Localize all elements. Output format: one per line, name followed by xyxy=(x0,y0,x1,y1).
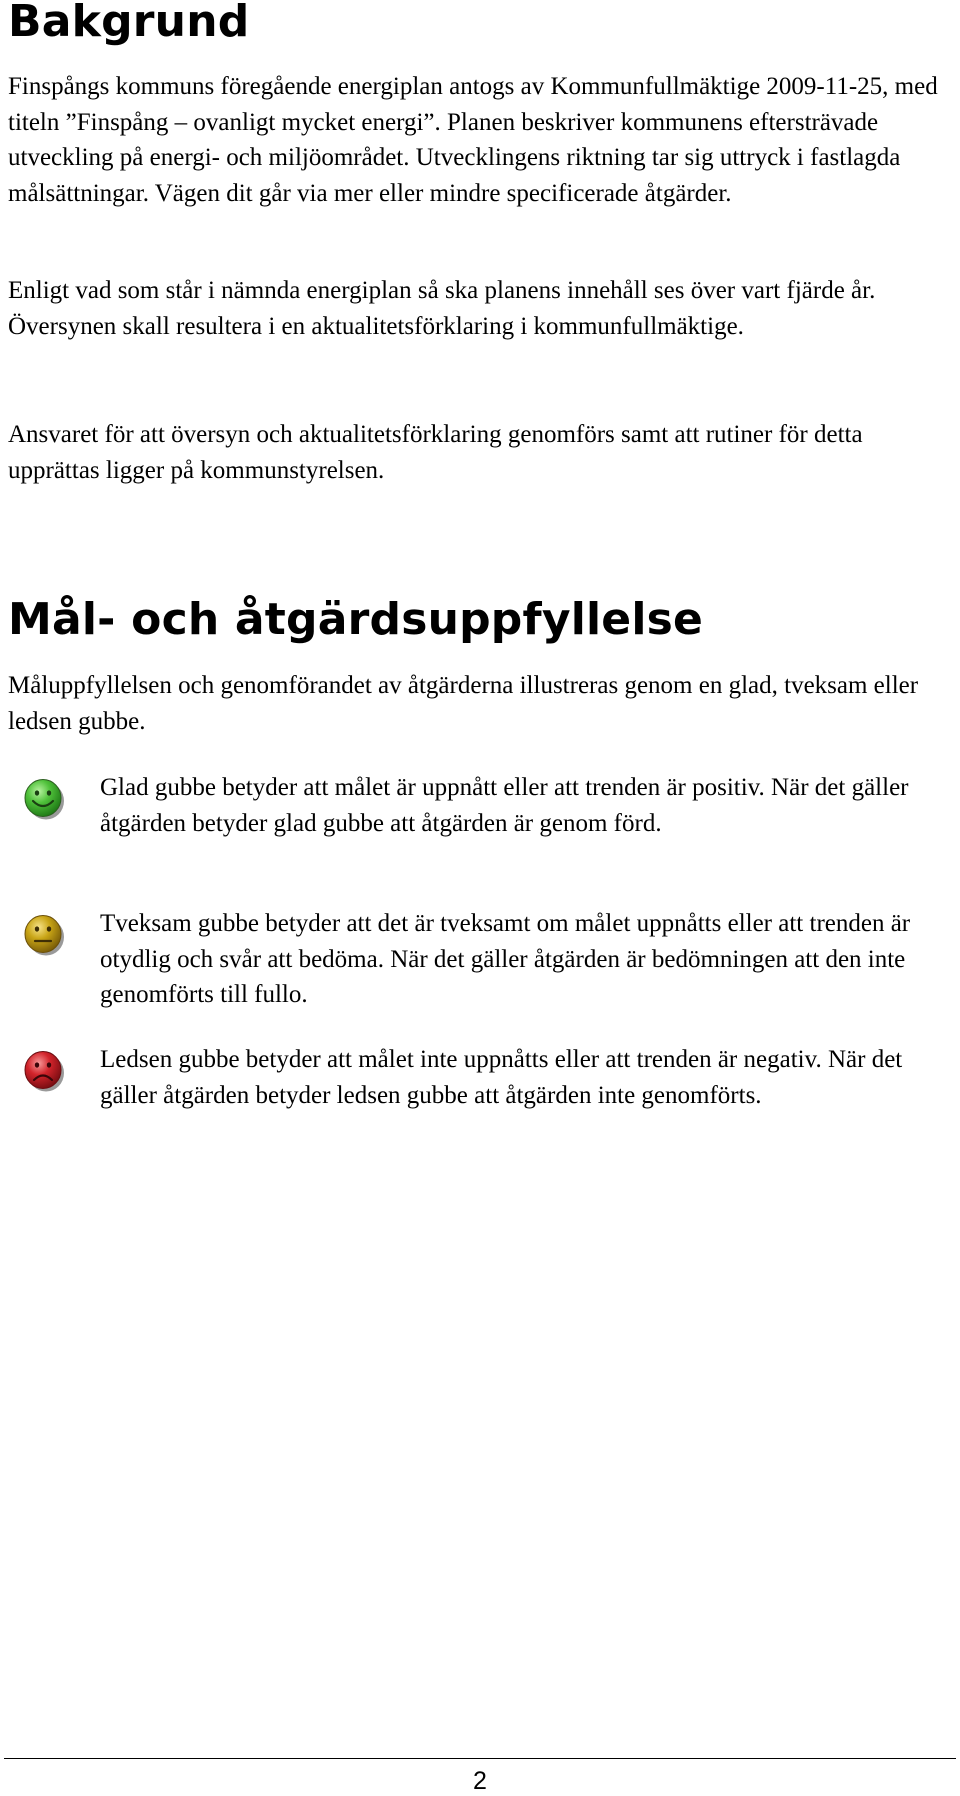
sad-smiley-icon xyxy=(22,1048,66,1094)
paragraph-review-schedule: Enligt vad som står i nämnda energiplan så ska planens innehåll ses över vart fjärde år. Översynen skall resultera i en aktualitetsförklaring i kommunfullmäktige. xyxy=(8,277,876,340)
happy-smiley-icon xyxy=(22,776,66,822)
neutral-smiley-icon xyxy=(22,912,66,958)
page-number: 2 xyxy=(473,1767,487,1795)
paragraph-responsibility: Ansvaret för att översyn och aktualitetsförklaring genomförs samt att rutiner för detta upprättas ligger på kommunstyrelsen. xyxy=(8,421,863,484)
heading-bakgrund: Bakgrund xyxy=(8,0,250,47)
legend-text-neutral: Tveksam gubbe betyder att det är tveksamt om målet uppnåtts eller att trenden är otydlig och svår att bedöma. När det gäller åtgärden är bedömningen att den inte genomförts till fullo. xyxy=(100,910,911,1008)
paragraph-energy-plan: Finspångs kommuns föregående energiplan antogs av Kommunfullmäktige 2009-11-25, med titeln ”Finspång – ovanligt mycket energi”. Planen beskriver kommunens eftersträvade utveckling på energi- och miljöområdet. Utvecklingens riktning tar sig uttryck i fastlagda målsättningar. Vägen dit går via mer eller mindre specificerade åtgärder. xyxy=(8,73,938,207)
footer-divider xyxy=(4,1758,956,1759)
legend-text-sad: Ledsen gubbe betyder att målet inte uppnåtts eller att trenden är negativ. När det gäller åtgärden betyder ledsen gubbe att åtgärden inte genomförts. xyxy=(100,1046,903,1109)
heading-goal-fulfillment: Mål- och åtgärdsuppfyllelse xyxy=(8,594,704,645)
legend-text-happy: Glad gubbe betyder att målet är uppnått eller att trenden är positiv. När det gäller åtgärden betyder glad gubbe att åtgärden är genom förd. xyxy=(100,774,909,837)
paragraph-illustration-intro: Måluppfyllelsen och genomförandet av åtgärderna illustreras genom en glad, tveksam eller ledsen gubbe. xyxy=(8,672,919,735)
